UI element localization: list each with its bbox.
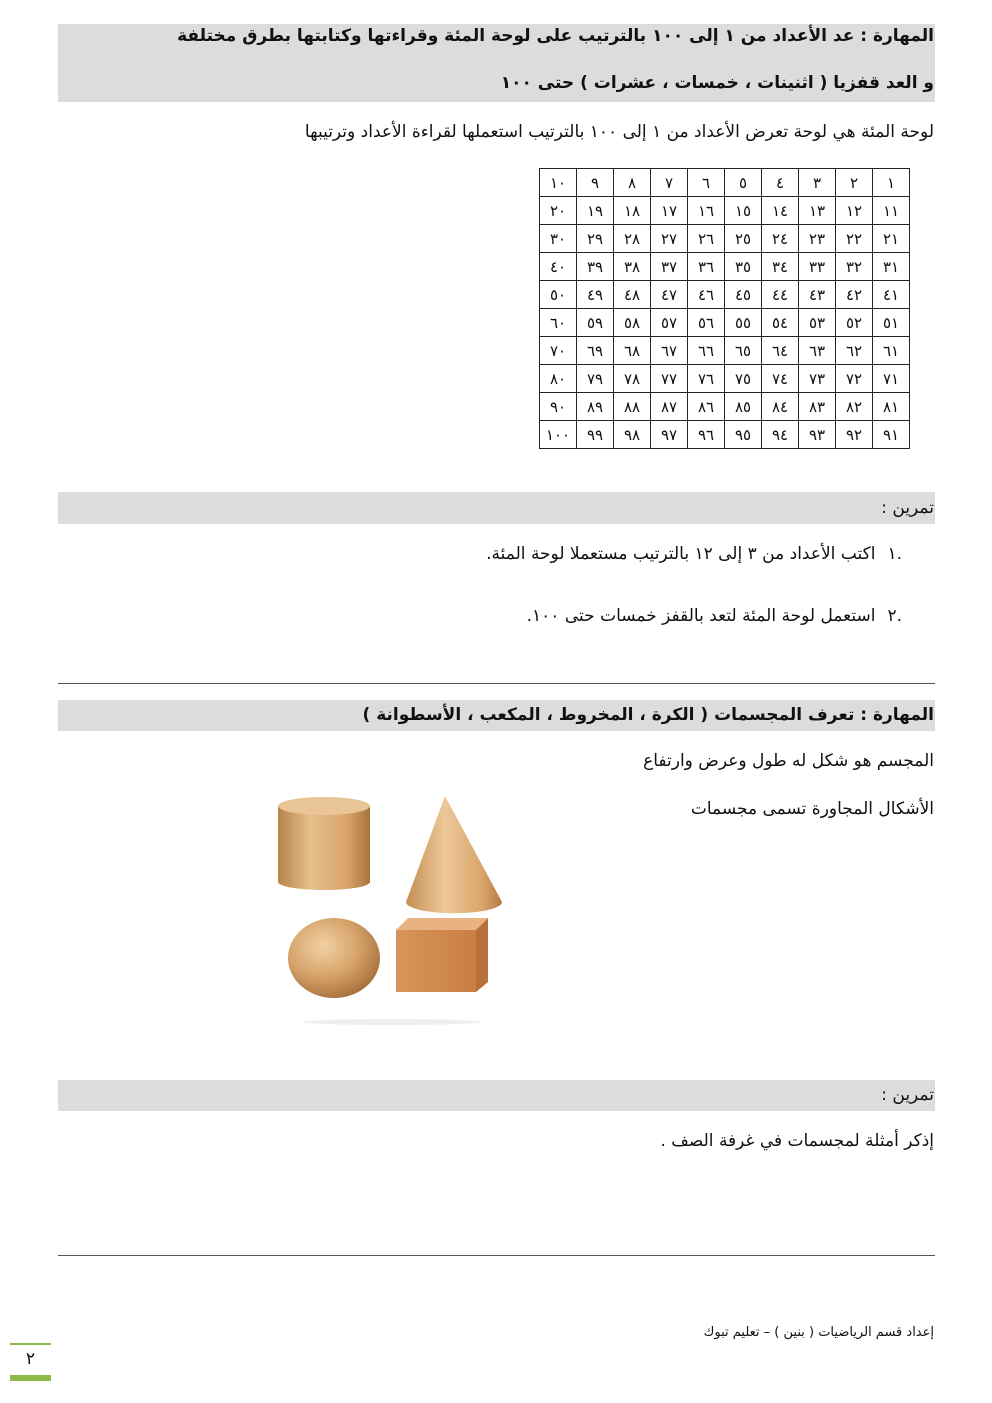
hundred-chart-cell: ٥٦ [688,309,725,337]
hundred-chart-cell: ٨٣ [799,393,836,421]
hundred-chart-row [540,421,910,449]
hundred-chart-cell: ٦٩ [577,337,614,365]
hundred-chart-cell: ١٣ [799,197,836,225]
hundred-chart-cell: ٤٣ [799,281,836,309]
hundred-chart-cell: ٦٣ [799,337,836,365]
hundred-chart-cell: ٩٨ [614,421,651,449]
hundred-chart-cell: ٧٠ [540,337,577,365]
hundred-chart-row [540,365,910,393]
hundred-chart-cell: ٨٨ [614,393,651,421]
hundred-chart-cell: ٤٠ [540,253,577,281]
hundred-chart-cell: ٣٠ [540,225,577,253]
hundred-chart-cell: ٩ [577,169,614,197]
exercise-item-1 [486,542,902,566]
hundred-chart-cell: ٢٠ [540,197,577,225]
wooden-solids-image [262,790,522,1030]
hundred-chart-row [540,393,910,421]
hundred-chart-cell: ٥٠ [540,281,577,309]
hundred-chart-cell: ٨٧ [651,393,688,421]
hundred-chart-cell: ٩٩ [577,421,614,449]
hundred-chart-row [540,225,910,253]
hundred-chart-cell: ٤ [762,169,799,197]
exercise-header-band-1 [58,492,935,524]
hundred-chart-cell: ٧٢ [836,365,873,393]
hundred-chart-cell: ١٨ [614,197,651,225]
hundred-chart-cell: ٩٧ [651,421,688,449]
hundred-chart-row [540,337,910,365]
hundred-chart-intro: لوحة المئة هي لوحة تعرض الأعداد من ١ إلى ١٠٠ بالترتيب استعملها لقراءة الأعداد وترتيبها [304,122,934,142]
hundred-chart-row [540,197,910,225]
hundred-chart-cell: ٣٦ [688,253,725,281]
exercise-item-text: اكتب الأعداد من ٣ إلى ١٢ بالترتيب مستعملا لوحة المئة. [486,544,876,564]
hundred-chart-cell: ٢٦ [688,225,725,253]
hundred-chart-cell: ٦ [688,169,725,197]
hundred-chart-cell: ٧٩ [577,365,614,393]
hundred-chart-cell: ٤٧ [651,281,688,309]
hundred-chart-cell: ٩٣ [799,421,836,449]
hundred-chart-cell: ٥٧ [651,309,688,337]
hundred-chart-cell: ٢٤ [762,225,799,253]
hundred-chart-cell: ٩٦ [688,421,725,449]
hundred-chart-cell: ١٠ [540,169,577,197]
hundred-chart-cell: ٨١ [873,393,910,421]
hundred-chart-cell: ١١ [873,197,910,225]
hundred-chart-cell: ٢٧ [651,225,688,253]
hundred-chart-cell: ٣ [799,169,836,197]
hundred-chart-cell: ١٩ [577,197,614,225]
hundred-chart-cell: ٢٥ [725,225,762,253]
hundred-chart-cell: ٩٢ [836,421,873,449]
hundred-chart-cell: ١٢ [836,197,873,225]
hundred-chart-cell: ٦٤ [762,337,799,365]
hundred-chart-cell: ٦٠ [540,309,577,337]
hundred-chart-cell: ٨٩ [577,393,614,421]
hundred-chart-cell: ٨٢ [836,393,873,421]
hundred-chart-cell: ٥ [725,169,762,197]
hundred-chart-cell: ٨٥ [725,393,762,421]
hundred-chart-cell: ٣٢ [836,253,873,281]
hundred-chart-cell: ٦٧ [651,337,688,365]
hundred-chart-cell: ٣٨ [614,253,651,281]
exercise-item-number: .٢ [887,606,902,626]
hundred-chart-cell: ١٧ [651,197,688,225]
hundred-chart-cell: ٢ [836,169,873,197]
exercise-header-band-2 [58,1080,935,1111]
exercise-item-2 [527,604,902,628]
hundred-chart-cell: ٨٠ [540,365,577,393]
hundred-chart-cell: ٣٣ [799,253,836,281]
solid-definition: المجسم هو شكل له طول وعرض وارتفاع [643,751,934,771]
cone-shape [406,796,502,913]
hundred-chart-cell: ٥٤ [762,309,799,337]
hundred-chart-cell: ٧ [651,169,688,197]
exercise-item-text: استعمل لوحة المئة لتعد بالقفز خمسات حتى ١٠٠. [526,606,876,626]
page-number-rule-top [10,1343,51,1345]
section-divider-2 [58,1255,935,1256]
hundred-chart-cell: ٦٥ [725,337,762,365]
cube-shape [396,918,488,992]
hundred-chart-cell: ٤١ [873,281,910,309]
hundred-chart-row [540,309,910,337]
hundred-chart-cell: ٣٤ [762,253,799,281]
cylinder-shape [278,797,370,890]
hundred-chart-cell: ٣٩ [577,253,614,281]
hundred-chart-cell: ٩٤ [762,421,799,449]
hundred-chart-cell: ٥٨ [614,309,651,337]
hundred-chart-cell: ٣٧ [651,253,688,281]
hundred-chart-row [540,169,910,197]
hundred-chart-cell: ٥٥ [725,309,762,337]
hundred-chart-cell: ٨٤ [762,393,799,421]
hundred-chart-cell: ٤٨ [614,281,651,309]
hundred-chart-cell: ٢٨ [614,225,651,253]
hundred-chart-cell: ١٥ [725,197,762,225]
hundred-chart-cell: ٣٥ [725,253,762,281]
hundred-chart-cell: ٩٠ [540,393,577,421]
hundred-chart-cell: ٧٥ [725,365,762,393]
hundred-chart-cell: ٢٩ [577,225,614,253]
exercise-title-2: تمرين : [881,1085,934,1105]
hundred-chart-cell: ٧١ [873,365,910,393]
sphere-shape [288,918,380,998]
hundred-chart-cell: ٧٤ [762,365,799,393]
hundred-chart-cell: ٦١ [873,337,910,365]
hundred-chart-cell: ١٤ [762,197,799,225]
hundred-chart-row [540,281,910,309]
hundred-chart-cell: ٨ [614,169,651,197]
hundred-chart-cell: ٥٢ [836,309,873,337]
hundred-chart-cell: ٤٦ [688,281,725,309]
hundred-chart-cell: ٤٤ [762,281,799,309]
hundred-chart-cell: ٢٢ [836,225,873,253]
skill-title-solids: المهارة : تعرف المجسمات ( الكرة ، المخروط ، المكعب ، الأسطوانة ) [362,705,934,725]
hundred-chart-cell: ٧٣ [799,365,836,393]
hundred-chart-cell: ٥١ [873,309,910,337]
hundred-chart-cell: ٩٥ [725,421,762,449]
hundred-chart-cell: ٧٧ [651,365,688,393]
solids-caption: الأشكال المجاورة تسمى مجسمات [690,799,934,819]
skill-title-line-1: المهارة : عد الأعداد من ١ إلى ١٠٠ بالترتيب على لوحة المئة وقراءتها وكتابتها بطرق مختلفة [177,26,934,46]
hundred-chart-cell: ٧٨ [614,365,651,393]
hundred-chart-cell: ٢١ [873,225,910,253]
section-divider-1 [58,683,935,684]
exercise-item-number: .١ [887,544,902,564]
hundred-chart [539,168,910,449]
hundred-chart-cell: ٤٢ [836,281,873,309]
hundred-chart-cell: ٣١ [873,253,910,281]
footer-credit: إعداد قسم الرياضيات ( بنين ) – تعليم تبوك [703,1325,934,1340]
page-number-rule-bottom [10,1375,51,1381]
exercise-prompt-solids: إذكر أمثلة لمجسمات في غرفة الصف . [660,1131,934,1151]
hundred-chart-cell: ٤٥ [725,281,762,309]
hundred-chart-cell: ٧٦ [688,365,725,393]
exercise-title-1: تمرين : [881,498,934,518]
hundred-chart-cell: ٨٦ [688,393,725,421]
hundred-chart-cell: ٦٨ [614,337,651,365]
hundred-chart-cell: ٦٦ [688,337,725,365]
hundred-chart-row [540,253,910,281]
hundred-chart-table [539,168,910,449]
hundred-chart-cell: ٦٢ [836,337,873,365]
hundred-chart-cell: ١ [873,169,910,197]
hundred-chart-cell: ٩١ [873,421,910,449]
hundred-chart-cell: ٥٣ [799,309,836,337]
hundred-chart-cell: ٤٩ [577,281,614,309]
hundred-chart-cell: ٢٣ [799,225,836,253]
hundred-chart-cell: ١٠٠ [540,421,577,449]
page-number: ٢ [25,1349,36,1369]
skill-title-line-2: و العد قفزيا ( اثنينات ، خمسات ، عشرات ) حتى ١٠٠ [500,73,934,93]
hundred-chart-cell: ٥٩ [577,309,614,337]
hundred-chart-cell: ١٦ [688,197,725,225]
